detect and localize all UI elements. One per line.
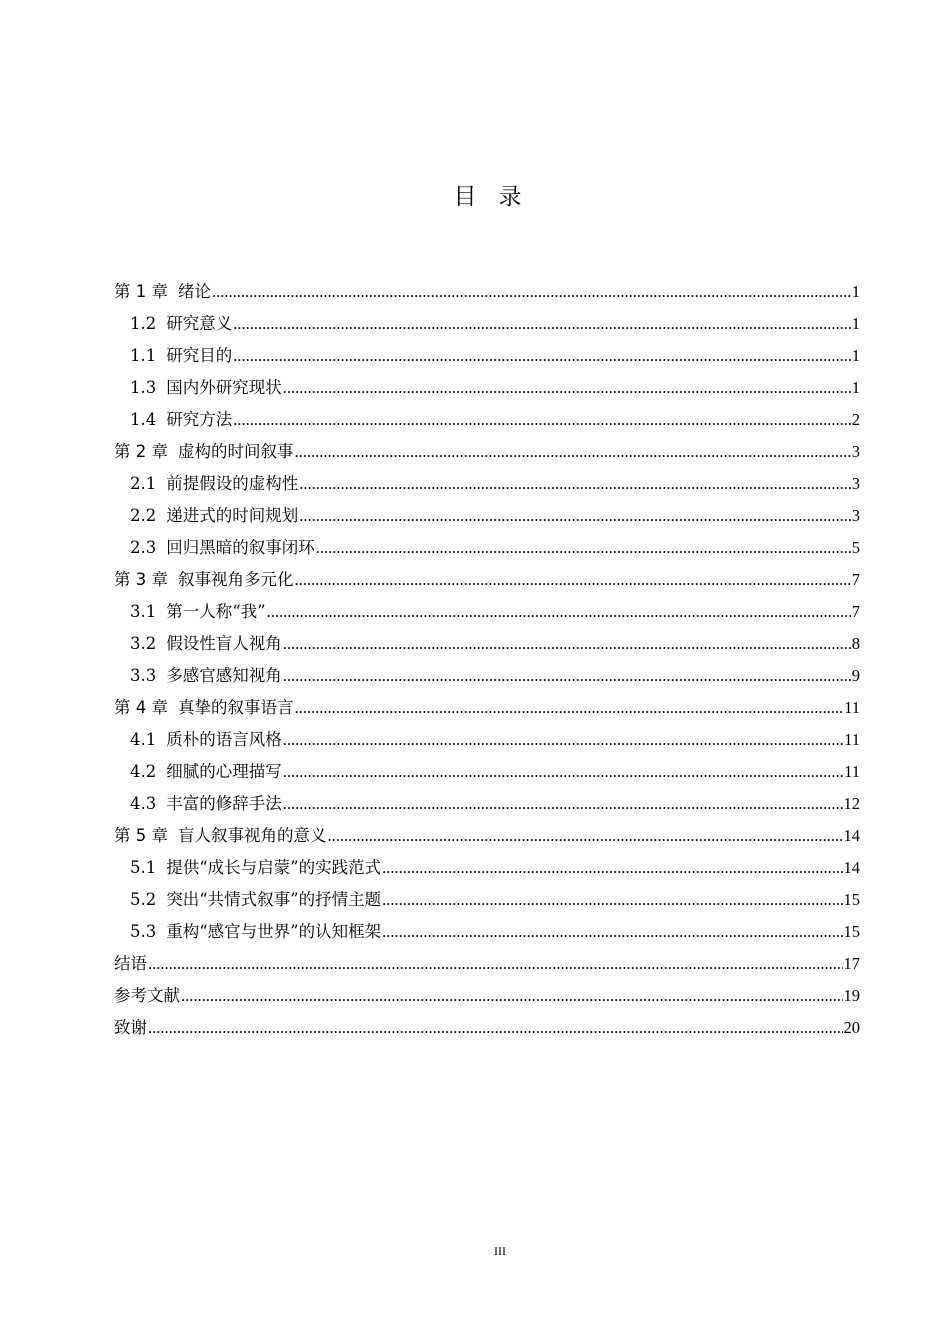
toc-entry-page: 3 (851, 506, 860, 525)
toc-entry-number: 2.3 (130, 538, 157, 557)
toc-entry-page: 15 (843, 922, 860, 941)
toc-entry-label: 回归黑暗的叙事闭环 (166, 538, 315, 557)
toc-dot-leader (382, 884, 842, 916)
toc-entry-page: 17 (843, 954, 860, 973)
toc-entry[interactable] (114, 340, 860, 372)
toc-entry-label: 多感官感知视角 (166, 666, 282, 685)
toc-entry-page: 19 (843, 986, 860, 1005)
toc-dot-leader (295, 436, 851, 468)
toc-entry-page: 11 (844, 730, 860, 749)
toc-entry-number: 第 4 章 (114, 698, 168, 717)
toc-entry-number: 1.3 (130, 378, 157, 397)
toc-entry-label: 细腻的心理描写 (166, 762, 282, 781)
toc-entry-number: 第 3 章 (114, 570, 168, 589)
toc-entry-number: 第 5 章 (114, 826, 168, 845)
toc-entry-label: 前提假设的虚构性 (166, 474, 299, 493)
toc-dot-leader (283, 756, 843, 788)
toc-entry[interactable] (114, 404, 860, 436)
toc-entry-number: 4.2 (130, 762, 157, 781)
toc-entry-page: 11 (844, 762, 860, 781)
toc-title-char-1: 目 (453, 184, 477, 210)
toc-entry-page: 1 (851, 346, 860, 365)
toc-dot-leader (283, 660, 851, 692)
toc-entry[interactable] (114, 564, 860, 596)
toc-entry-label: 盲人叙事视角的意义 (178, 826, 327, 845)
toc-entry-number: 5.2 (130, 890, 157, 909)
toc-entry-label: 重构“感官与世界”的认知框架 (166, 922, 382, 941)
toc-entry-label: 假设性盲人视角 (166, 634, 282, 653)
toc-dot-leader (233, 340, 851, 372)
toc-entry[interactable] (114, 692, 860, 724)
toc-dot-leader (299, 500, 851, 532)
toc-entry-label: 叙事视角多元化 (178, 570, 294, 589)
toc-entry[interactable] (114, 436, 860, 468)
toc-dot-leader (328, 820, 843, 852)
toc-entry-number: 3.2 (130, 634, 157, 653)
toc-dot-leader (295, 564, 851, 596)
toc-title-char-2: 录 (498, 184, 522, 210)
toc-entry-page: 20 (843, 1018, 860, 1037)
toc-entry-number: 3.1 (130, 602, 157, 621)
toc-entry[interactable] (114, 756, 860, 788)
toc-dot-leader (181, 980, 843, 1012)
toc-entry-label: 研究意义 (166, 314, 233, 333)
toc-entry-label: 质朴的语言风格 (166, 730, 282, 749)
toc-dot-leader (233, 404, 851, 436)
toc-entry-label: 致谢 (114, 1018, 147, 1037)
page-number-footer: III (494, 1244, 506, 1258)
toc-entry-number: 1.2 (130, 314, 157, 333)
toc-entry-label: 丰富的修辞手法 (166, 794, 282, 813)
toc-dot-leader (148, 1012, 843, 1044)
toc-entry-number: 第 2 章 (114, 442, 168, 461)
toc-entry[interactable] (114, 788, 860, 820)
toc-entry-page: 7 (851, 570, 860, 589)
toc-entry-page: 1 (851, 378, 860, 397)
toc-dot-leader (316, 532, 851, 564)
toc-entry-number: 4.3 (130, 794, 157, 813)
toc-entry-number: 3.3 (130, 666, 157, 685)
toc-dot-leader (283, 372, 851, 404)
toc-entry[interactable] (114, 660, 860, 692)
toc-dot-leader (283, 724, 843, 756)
toc-entry-label: 研究方法 (166, 410, 233, 429)
toc-entry[interactable] (114, 948, 860, 980)
toc-entry[interactable] (114, 276, 860, 308)
toc-entry-page: 1 (851, 282, 860, 301)
toc-entry[interactable] (114, 916, 860, 948)
toc-entry-label: 提供“成长与启蒙”的实践范式 (166, 858, 382, 877)
toc-entry[interactable] (114, 500, 860, 532)
toc-entry-label: 参考文献 (114, 986, 180, 1005)
toc-entry-number: 1.1 (130, 346, 157, 365)
toc-entry-page: 1 (851, 314, 860, 333)
toc-entry-page: 14 (843, 858, 860, 877)
toc-entry[interactable] (114, 820, 860, 852)
toc-entry-label: 虚构的时间叙事 (178, 442, 294, 461)
toc-entry-number: 5.1 (130, 858, 157, 877)
toc-entry-page: 11 (844, 698, 860, 717)
toc-entry[interactable] (114, 1012, 860, 1044)
toc-entry[interactable] (114, 884, 860, 916)
toc-dot-leader (233, 308, 851, 340)
toc-entry-page: 3 (851, 442, 860, 461)
toc-entry[interactable] (114, 852, 860, 884)
toc-dot-leader (148, 948, 843, 980)
toc-entry-label: 突出“共情式叙事”的抒情主题 (166, 890, 382, 909)
toc-title (0, 178, 950, 211)
toc-entry[interactable] (114, 372, 860, 404)
toc-entry-label: 研究目的 (166, 346, 233, 365)
toc-entry-number: 4.1 (130, 730, 157, 749)
toc-entry-page: 5 (851, 538, 860, 557)
toc-entry-page: 9 (851, 666, 860, 685)
toc-dot-leader (382, 852, 842, 884)
toc-entry[interactable] (114, 724, 860, 756)
toc-dot-leader (267, 596, 851, 628)
toc-entry-label: 国内外研究现状 (166, 378, 282, 397)
table-of-contents (114, 276, 860, 1044)
toc-entry-number: 第 1 章 (114, 282, 168, 301)
toc-entry-number: 2.1 (130, 474, 157, 493)
toc-dot-leader (283, 628, 851, 660)
toc-entry[interactable] (114, 628, 860, 660)
toc-entry[interactable] (114, 468, 860, 500)
toc-entry-label: 绪论 (178, 282, 211, 301)
toc-entry-label: 结语 (114, 954, 147, 973)
toc-entry-label: 递进式的时间规划 (166, 506, 299, 525)
toc-dot-leader (283, 788, 843, 820)
toc-entry[interactable] (114, 308, 860, 340)
toc-entry-page: 15 (843, 890, 860, 909)
toc-entry-label: 第一人称“我” (166, 602, 266, 621)
toc-entry-number: 2.2 (130, 506, 157, 525)
toc-entry-page: 12 (843, 794, 860, 813)
toc-entry-page: 14 (843, 826, 860, 845)
toc-entry-number: 1.4 (130, 410, 157, 429)
toc-entry-page: 3 (851, 474, 860, 493)
toc-entry[interactable] (114, 596, 860, 628)
toc-dot-leader (382, 916, 842, 948)
toc-entry-page: 2 (851, 410, 860, 429)
toc-entry-label: 真挚的叙事语言 (178, 698, 294, 717)
toc-dot-leader (295, 692, 844, 724)
toc-entry[interactable] (114, 980, 860, 1012)
toc-entry-page: 7 (851, 602, 860, 621)
toc-dot-leader (212, 276, 851, 308)
toc-entry-number: 5.3 (130, 922, 157, 941)
toc-entry[interactable] (114, 532, 860, 564)
toc-entry-page: 8 (851, 634, 860, 653)
toc-dot-leader (299, 468, 851, 500)
